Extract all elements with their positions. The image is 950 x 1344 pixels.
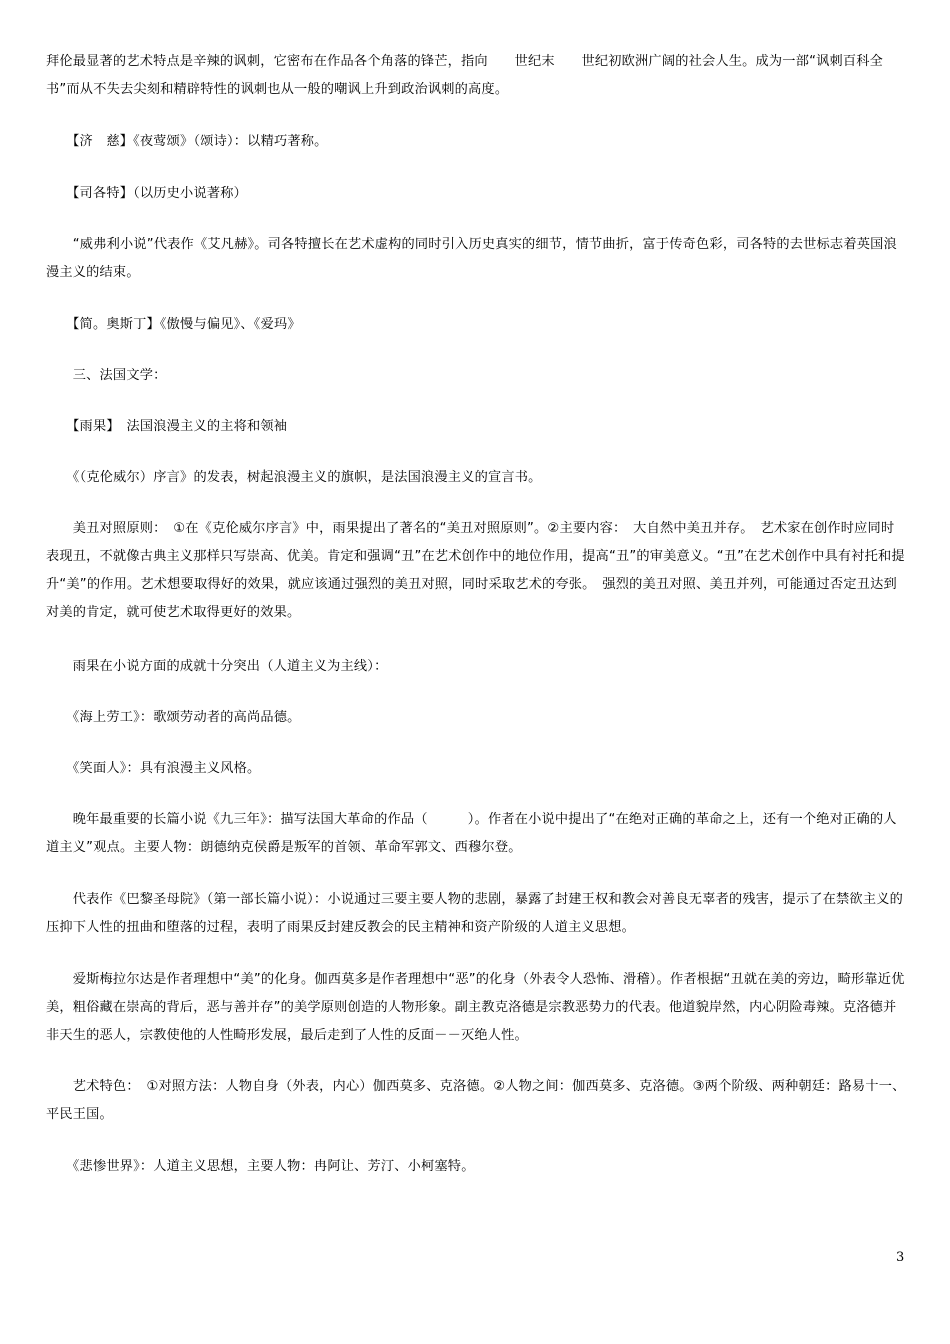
paragraph-scott-heading: 【司各特】（以历史小说著称） bbox=[46, 186, 247, 201]
paragraph-keats: 【济 慈】《夜莺颂》（颂诗）：以精巧著称。 bbox=[46, 134, 328, 149]
paragraph-toilers-of-the-sea: 《海上劳工》：歌颂劳动者的高尚品德。 bbox=[46, 710, 301, 725]
paragraph-les-miserables: 《悲惨世界》：人道主义思想，主要人物：冉阿让、芳汀、小柯塞特。 bbox=[46, 1159, 475, 1174]
paragraph-scott-waverley: “威弗利小说”代表作《艾凡赫》。司各特擅长在艺术虚构的同时引入历史真实的细节，情节曲折，富于传奇色彩，司各特的去世标志着英国浪漫主义的结束。 bbox=[46, 237, 897, 280]
paragraph-hugo-novels: 雨果在小说方面的成就十分突出（人道主义为主线）： bbox=[46, 659, 388, 674]
paragraph-ninety-three: 晚年最重要的长篇小说《九三年》：描写法国大革命的作品（ ）。作者在小说中提出了“在绝对正确的革命之上，还有一个绝对正确的人道主义”观点。主要人物：朗德纳克侯爵是叛军的首领、革命军郭文、西穆尔登。 bbox=[46, 812, 897, 855]
paragraph-beauty-ugliness-principle: 美丑对照原则： ①在《克伦威尔序言》中，雨果提出了著名的“美丑对照原则”。②主要内容： 大自然中美丑并存。 艺术家在创作时应同时表现丑，不就像古典主义那样只写崇高、优美。肯定和强调“丑”在艺术创作中的地位作用，提高“丑”的审美意义。“丑”在艺术创作中具有衬托和提升“美”的作用。艺术想要取得好的效果，就应该通过强烈的美丑对照，同时采取艺术的夸张。 强烈的美丑对照、美丑并列，可能通过否定丑达到对美的肯定，就可使艺术取得更好的效果。 bbox=[46, 521, 905, 620]
paragraph-cromwell-preface: 《（克伦威尔）序言》的发表，树起浪漫主义的旗帜，是法国浪漫主义的宣言书。 bbox=[46, 470, 542, 485]
paragraph-byron-satire: 拜伦最显著的艺术特点是辛辣的讽刺，它密布在作品各个角落的锋芒，指向 世纪末 世纪初欧洲广阔的社会人生。成为一部“讽刺百科全书”而从不失去尖刻和精辟特性的讽刺也从一般的嘲讽上升到政治讽刺的高度。 bbox=[46, 54, 884, 97]
paragraph-artistic-features: 艺术特色： ①对照方法：人物自身（外表，内心）伽西莫多、克洛德。②人物之间：伽西莫多、克洛德。③两个阶级、两种朝廷：路易十一、平民王国。 bbox=[46, 1079, 906, 1122]
paragraph-austen: 【简。奥斯丁】《傲慢与偏见》、《爱玛》 bbox=[46, 317, 301, 332]
paragraph-characters: 爱斯梅拉尔达是作者理想中“美”的化身。伽西莫多是作者理想中“恶”的化身（外表令人恐怖、滑稽）。作者根据“丑就在美的旁边，畸形靠近优美，粗俗藏在崇高的背后，恶与善并存”的美学原则创造的人物形象。副主教克洛德是宗教恶势力的代表。他道貌岸然，内心阴险毒辣。克洛德并非天生的恶人，宗教使他的人性畸形发展，最后走到了人性的反面－－灭绝人性。 bbox=[46, 972, 905, 1043]
paragraph-hugo-heading: 【雨果】 法国浪漫主义的主将和领袖 bbox=[46, 419, 288, 434]
page-number: 3 bbox=[896, 1250, 905, 1265]
section-heading-french-literature: 三、法国文学： bbox=[46, 368, 167, 383]
paragraph-man-who-laughs: 《笑面人》：具有浪漫主义风格。 bbox=[46, 761, 261, 776]
paragraph-notre-dame: 代表作《巴黎圣母院》（第一部长篇小说）：小说通过三要主要人物的悲剧，暴露了封建王权和教会对善良无辜者的残害，提示了在禁欲主义的压抑下人性的扭曲和堕落的过程，表明了雨果反封建反教会的民主精神和资产阶级的人道主义思想。 bbox=[46, 892, 903, 935]
